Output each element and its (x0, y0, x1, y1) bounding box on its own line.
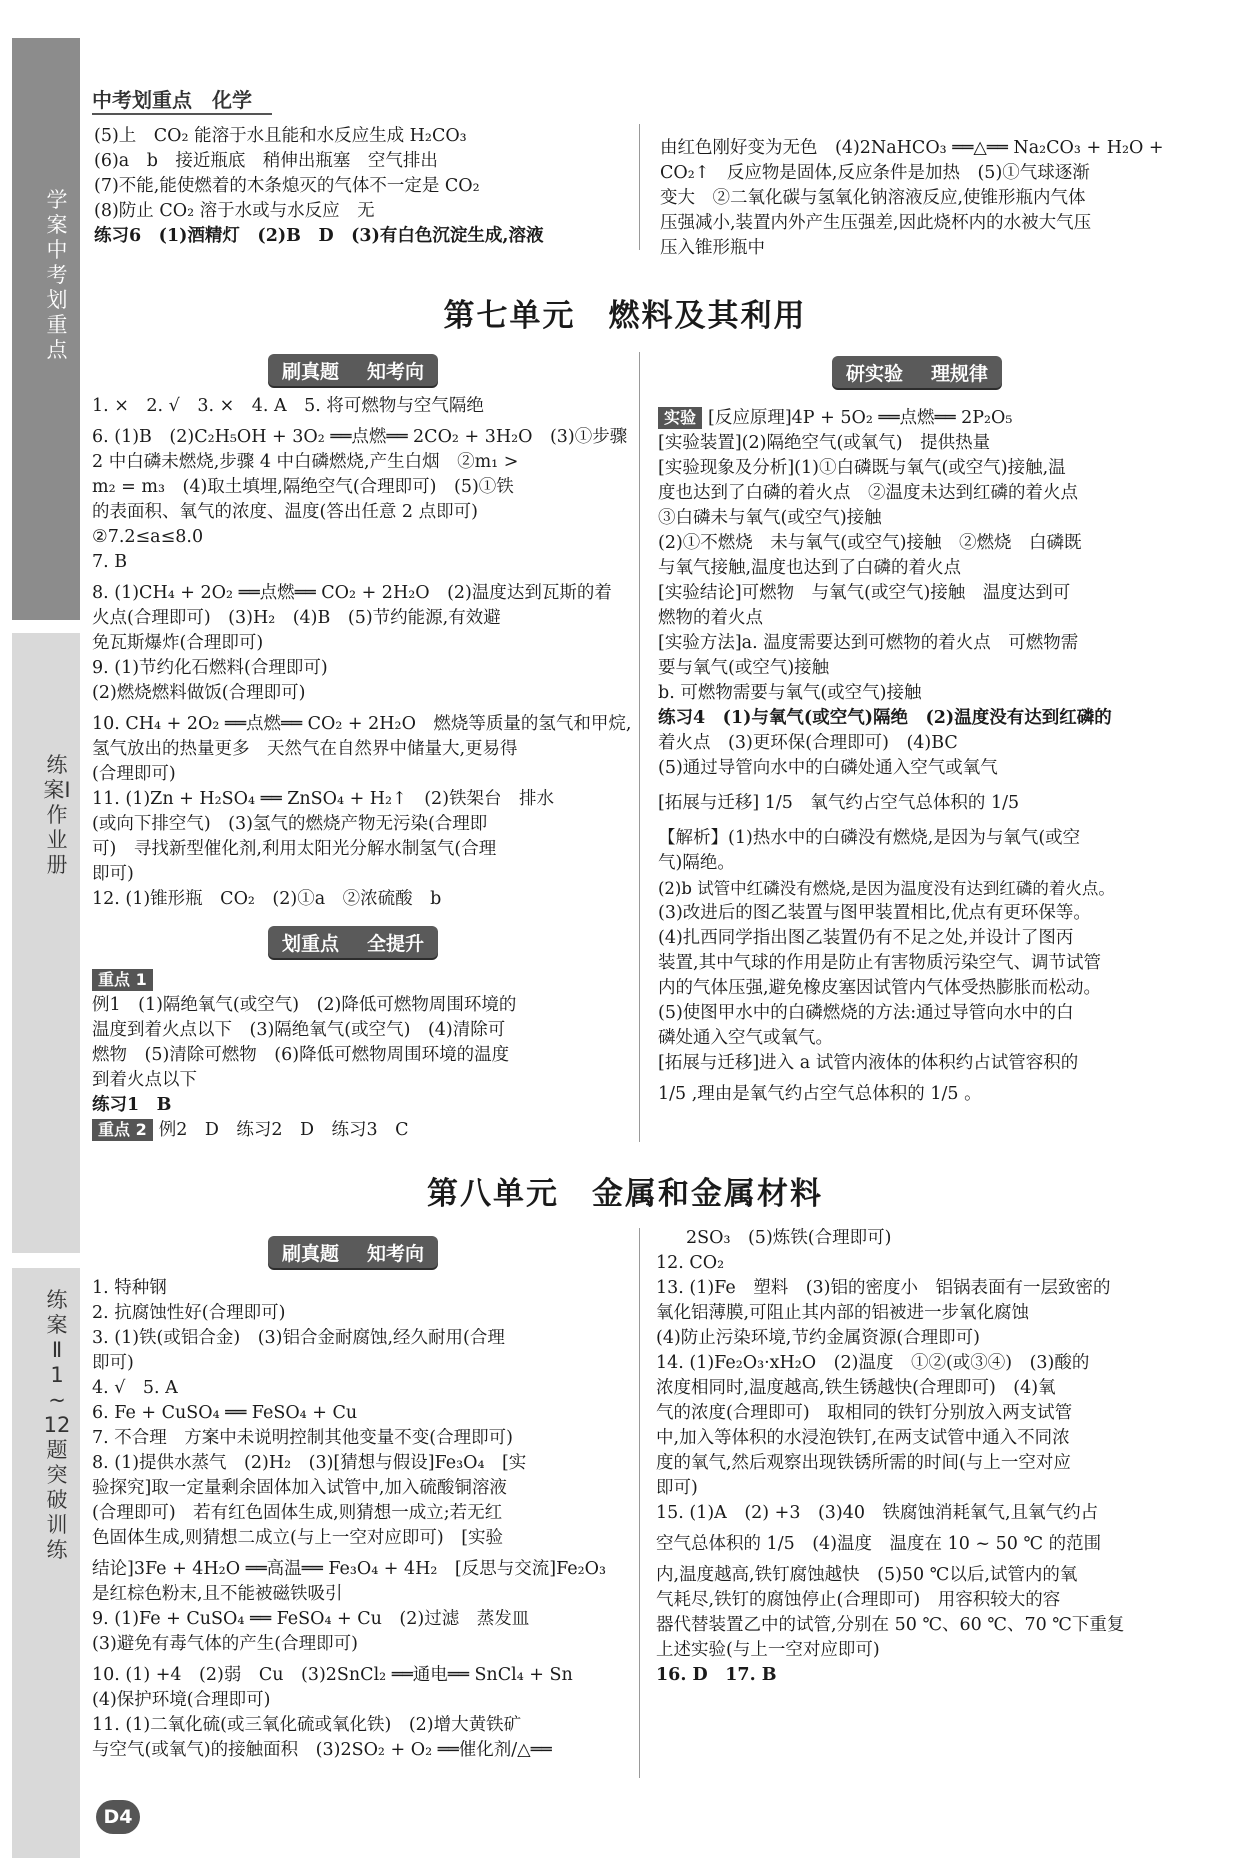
answer-line: [实验方法]a. 温度需要达到可燃物的着火点 可燃物需 (658, 633, 1079, 653)
key-point-2-tag: 重点 2 (92, 1119, 153, 1141)
answer-line: [实验装置](2)隔绝空气(或氧气) 提供热量 (658, 433, 991, 453)
banner-text: 研实验 (845, 362, 903, 385)
answer-line: 装置,其中气球的作用是防止有害物质污染空气、调节试管 (658, 953, 1102, 973)
answer-line: 6. (1)B (2)C₂H₅OH + 3O₂ ══点燃══ 2CO₂ + 3H₂O (3)①步骤 (92, 427, 628, 447)
answer-line: 6. Fe + CuSO₄ ══ FeSO₄ + Cu (92, 1403, 358, 1423)
column-divider (639, 352, 640, 1142)
answer-line: 的表面积、氧气的浓度、温度(答出任意 2 点即可) (92, 502, 478, 522)
answer-line: 内的气体压强,避免橡皮塞因试管内气体受热膨胀而松动。 (658, 978, 1102, 998)
answer-line: 浓度相同时,温度越高,铁生锈越快(合理即可) (4)氧 (656, 1378, 1056, 1398)
unit-7-banner-experiments (832, 356, 1002, 388)
text-line: 变大 ②二氧化碳与氢氧化钠溶液反应,使锥形瓶内气体 (660, 188, 1086, 208)
header-underline (92, 113, 272, 115)
unit-7-left-column (92, 394, 632, 912)
unit-8-title: 第八单元 金属和金属材料 (427, 1176, 823, 1212)
side-tab-workbook-1[interactable] (12, 633, 92, 1253)
text-line: 压强减小,装置内外产生压强差,因此烧杯内的水被大气压 (660, 213, 1092, 233)
unit-7-key-points (92, 968, 632, 1143)
answer-line: 温度到着火点以下 (3)隔绝氧气(或空气) (4)清除可 (92, 1020, 506, 1040)
unit-7-banner-real-questions (268, 354, 438, 386)
text-line: (5)上 CO₂ 能溶于水且能和水反应生成 H₂CO₃ (94, 126, 467, 146)
banner-text: 全提升 (367, 932, 425, 955)
text-line: 练习6 (1)酒精灯 (2)B D (3)有白色沉淀生成,溶液 (94, 226, 544, 246)
answer-line: 氧化铝薄膜,可阻止其内部的铝被进一步氧化腐蚀 (656, 1303, 1030, 1323)
unit-8-banner-real-questions (268, 1236, 438, 1268)
answer-line: 要与氧气(或空气)接触 (658, 658, 830, 678)
answer-line: (2)b 试管中红磷没有燃烧,是因为温度没有达到红磷的着火点。 (658, 879, 1115, 898)
banner-text: 知考向 (367, 360, 425, 383)
answer-line: 度也达到了白磷的着火点 ②温度未达到红磷的着火点 (658, 483, 1078, 503)
answer-line: (5)通过导管向水中的白磷处通入空气或氧气 (658, 758, 998, 778)
answer-line: 16. D 17. B (656, 1665, 777, 1685)
answer-line: 器代替装置乙中的试管,分别在 50 ℃、60 ℃、70 ℃下重复 (656, 1615, 1125, 1635)
answer-line: (4)保护环境(合理即可) (92, 1690, 271, 1710)
answer-line: 1. 特种钢 (92, 1278, 167, 1298)
answer-line: (4)防止污染环境,节约金属资源(合理即可) (656, 1328, 981, 1348)
top-left-column (94, 124, 629, 249)
answer-line: 14. (1)Fe₂O₃·xH₂O (2)温度 ①②(或③④) (3)酸的 (656, 1353, 1090, 1373)
answer-line: 例2 D 练习2 D 练习3 C (158, 1120, 409, 1140)
answer-line: [拓展与迁移] 1/5 氧气约占空气总体积的 1/5 (658, 793, 1020, 813)
banner-text: 刷真题 (281, 360, 339, 383)
answer-line: [实验现象及分析](1)①白磷既与氧气(或空气)接触,温 (658, 458, 1066, 478)
answer-line: (4)扎西同学指出图乙装置仍有不足之处,并设计了图丙 (658, 928, 1074, 948)
side-tab-workbook-2[interactable] (12, 1268, 84, 1858)
answer-line: 色固体生成,则猜想二成立(与上一空对应即可) [实验 (92, 1528, 504, 1548)
answer-line: (合理即可) (92, 764, 176, 784)
text-line: (6)a b 接近瓶底 稍伸出瓶塞 空气排出 (94, 151, 438, 171)
answer-line: [拓展与迁移]进入 a 试管内液体的体积约占试管容积的 (658, 1053, 1079, 1073)
answer-line: 与空气(或氧气)的接触面积 (3)2SO₂ + O₂ ══催化剂/△══ (92, 1740, 552, 1760)
banner-text: 知考向 (367, 1242, 425, 1265)
answer-line: (2)①不燃烧 未与氧气(或空气)接触 ②燃烧 白磷既 (658, 533, 1082, 553)
answer-line: (合理即可) 若有红色固体生成,则猜想一成立;若无红 (92, 1503, 503, 1523)
answer-line: m₂ = m₃ (4)取土填埋,隔绝空气(合理即可) (5)①铁 (92, 477, 514, 497)
answer-line: 可) 寻找新型催化剂,利用太阳光分解水制氢气(合理 (92, 839, 497, 859)
answer-line: 即可) (92, 864, 134, 884)
answer-line: 8. (1)CH₄ + 2O₂ ══点燃══ CO₂ + 2H₂O (2)温度达到瓦斯的着 (92, 583, 612, 603)
answer-line: ②7.2≤a≤8.0 (92, 527, 204, 547)
answer-line: 到着火点以下 (92, 1070, 197, 1090)
answer-line: [实验结论]可燃物 与氧气(或空气)接触 温度达到可 (658, 583, 1071, 603)
answer-line: 气)隔绝。 (658, 853, 735, 873)
page-number-badge: D4 (96, 1800, 140, 1834)
answer-line: 10. (1) +4 (2)弱 Cu (3)2SnCl₂ ══通电══ SnCl₄ + Sn (92, 1665, 573, 1685)
page-header-title: 中考划重点 化学 (92, 88, 252, 112)
answer-line: 空气总体积的 1/5 (4)温度 温度在 10 ~ 50 ℃ 的范围 (656, 1534, 1102, 1554)
answer-line: 氢气放出的热量更多 天然气在自然界中储量大,更易得 (92, 739, 518, 759)
side-tab-workbook-2-label: 练案Ⅱ 1~12题突破训练 (43, 1288, 84, 1562)
text-line: (7)不能,能使燃着的木条熄灭的气体不一定是 CO₂ (94, 176, 480, 196)
answer-line: 1/5 ,理由是氧气约占空气总体积的 1/5 。 (658, 1084, 982, 1104)
unit-7-banner-key-points (268, 926, 438, 958)
answer-line: 【解析】(1)热水中的白磷没有燃烧,是因为与氧气(或空 (658, 828, 1081, 848)
column-divider (639, 1228, 640, 1778)
answer-line: 7. 不合理 方案中未说明控制其他变量不变(合理即可) (92, 1428, 513, 1448)
answer-line: 10. CH₄ + 2O₂ ══点燃══ CO₂ + 2H₂O 燃烧等质量的氢气和甲烷, (92, 714, 632, 734)
answer-line: 与氧气接触,温度也达到了白磷的着火点 (658, 558, 962, 578)
answer-line: 即可) (656, 1478, 698, 1498)
answer-line: (3)改进后的图乙装置与图甲装置相比,优点有更环保等。 (658, 903, 1091, 923)
text-line: (8)防止 CO₂ 溶于水或与水反应 无 (94, 201, 375, 221)
answer-line: 免瓦斯爆炸(合理即可) (92, 633, 264, 653)
answer-line: 气的浓度(合理即可) 取相同的铁钉分别放入两支试管 (656, 1403, 1073, 1423)
unit-7-right-column (658, 406, 1188, 1107)
answer-line: 中,加入等体积的水浸泡铁钉,在两支试管中通入不同浓 (656, 1428, 1070, 1448)
answer-line: 2. 抗腐蚀性好(合理即可) (92, 1303, 286, 1323)
answer-line: (3)避免有毒气体的产生(合理即可) (92, 1634, 358, 1654)
answer-line: 燃物 (5)清除可燃物 (6)降低可燃物周围环境的温度 (92, 1045, 510, 1065)
side-tab-workbook-1-label: 练案Ⅰ 作业册 (43, 753, 92, 877)
banner-text: 理规律 (931, 362, 989, 385)
unit-7-title: 第七单元 燃料及其利用 (443, 298, 807, 334)
answer-line: 火点(合理即可) (3)H₂ (4)B (5)节约能源,有效避 (92, 608, 501, 628)
answer-line: 3. (1)铁(或铝合金) (3)铝合金耐腐蚀,经久耐用(合理 (92, 1328, 505, 1348)
answer-line: 即可) (92, 1353, 134, 1373)
banner-text: 划重点 (281, 932, 339, 955)
answer-line: 2 中白磷未燃烧,步骤 4 中白磷燃烧,产生白烟 ②m₁ > (92, 452, 519, 472)
answer-line: (5)使图甲水中的白磷燃烧的方法:通过导管向水中的白 (658, 1003, 1074, 1023)
answer-line: 15. (1)A (2) +3 (3)40 铁腐蚀消耗氧气,且氧气约占 (656, 1503, 1099, 1523)
answer-line: 7. B (92, 552, 128, 572)
answer-line: 气耗尽,铁钉的腐蚀停止(合理即可) 用容积较大的容 (656, 1590, 1061, 1610)
answer-line: 12. (1)锥形瓶 CO₂ (2)①a ②浓硫酸 b (92, 889, 442, 909)
answer-line: (2)燃烧燃料做饭(合理即可) (92, 683, 306, 703)
answer-line: 结论]3Fe + 4H₂O ══高温══ Fe₃O₄ + 4H₂ [反思与交流]Fe₂O₃ (92, 1559, 607, 1579)
column-divider (639, 124, 640, 250)
answer-line: 13. (1)Fe 塑料 (3)铝的密度小 铝锅表面有一层致密的 (656, 1278, 1111, 1298)
text-line: 压入锥形瓶中 (660, 238, 765, 258)
answer-line: 燃物的着火点 (658, 608, 763, 628)
answer-line: 9. (1)节约化石燃料(合理即可) (92, 658, 328, 678)
answer-line: 练习1 B (92, 1095, 172, 1115)
answer-line: 着火点 (3)更环保(合理即可) (4)BC (658, 733, 958, 753)
answer-line: 8. (1)提供水蒸气 (2)H₂ (3)[猜想与假设]Fe₃O₄ [实 (92, 1453, 527, 1473)
banner-text: 刷真题 (281, 1242, 339, 1265)
unit-8-right-column (656, 1226, 1188, 1688)
answer-line: ③白磷未与氧气(或空气)接触 (658, 508, 882, 528)
answer-line: 是红棕色粉末,且不能被磁铁吸引 (92, 1584, 343, 1604)
answer-line: 例1 (1)隔绝氧气(或空气) (2)降低可燃物周围环境的 (92, 995, 517, 1015)
answer-line: 11. (1)Zn + H₂SO₄ ══ ZnSO₄ + H₂↑ (2)铁架台 排水 (92, 789, 555, 809)
unit-8-left-column (92, 1276, 632, 1763)
answer-line: 9. (1)Fe + CuSO₄ ══ FeSO₄ + Cu (2)过滤 蒸发皿 (92, 1609, 530, 1629)
key-point-1-tag: 重点 1 (92, 969, 153, 991)
answer-line: 12. CO₂ (656, 1253, 725, 1273)
text-line: CO₂↑ 反应物是固体,反应条件是加热 (5)①气球逐渐 (660, 163, 1090, 183)
answer-line: 2SO₃ (5)炼铁(合理即可) (686, 1228, 892, 1248)
answer-line: [反应原理]4P + 5O₂ ══点燃══ 2P₂O₅ (708, 408, 1013, 428)
text-line: 由红色刚好变为无色 (4)2NaHCO₃ ══△══ Na₂CO₃ + H₂O + (660, 138, 1164, 158)
answer-line: 1. × 2. √ 3. × 4. A 5. 将可燃物与空气隔绝 (92, 396, 484, 416)
answer-line: 11. (1)二氧化硫(或三氧化硫或氧化铁) (2)增大黄铁矿 (92, 1715, 522, 1735)
top-right-column (660, 136, 1185, 261)
answer-line: 内,温度越高,铁钉腐蚀越快 (5)50 ℃以后,试管内的氧 (656, 1565, 1078, 1585)
answer-line: 度的氧气,然后观察出现铁锈所需的时间(与上一空对应 (656, 1453, 1071, 1473)
answer-line: b. 可燃物需要与氧气(或空气)接触 (658, 683, 922, 703)
answer-line: 上述实验(与上一空对应即可) (656, 1640, 880, 1660)
answer-line: 4. √ 5. A (92, 1378, 178, 1398)
experiment-tag: 实验 (658, 407, 702, 429)
side-tab-study-plan-label: 学案 中考划重点 (46, 188, 89, 362)
answer-line: 练习4 (1)与氧气(或空气)隔绝 (2)温度没有达到红磷的 (658, 708, 1112, 728)
answer-line: 验探究]取一定量剩余固体加入试管中,加入硫酸铜溶液 (92, 1478, 507, 1498)
answer-line: 磷处通入空气或氧气。 (658, 1028, 833, 1048)
answer-line: (或向下排空气) (3)氢气的燃烧产物无污染(合理即 (92, 814, 488, 834)
